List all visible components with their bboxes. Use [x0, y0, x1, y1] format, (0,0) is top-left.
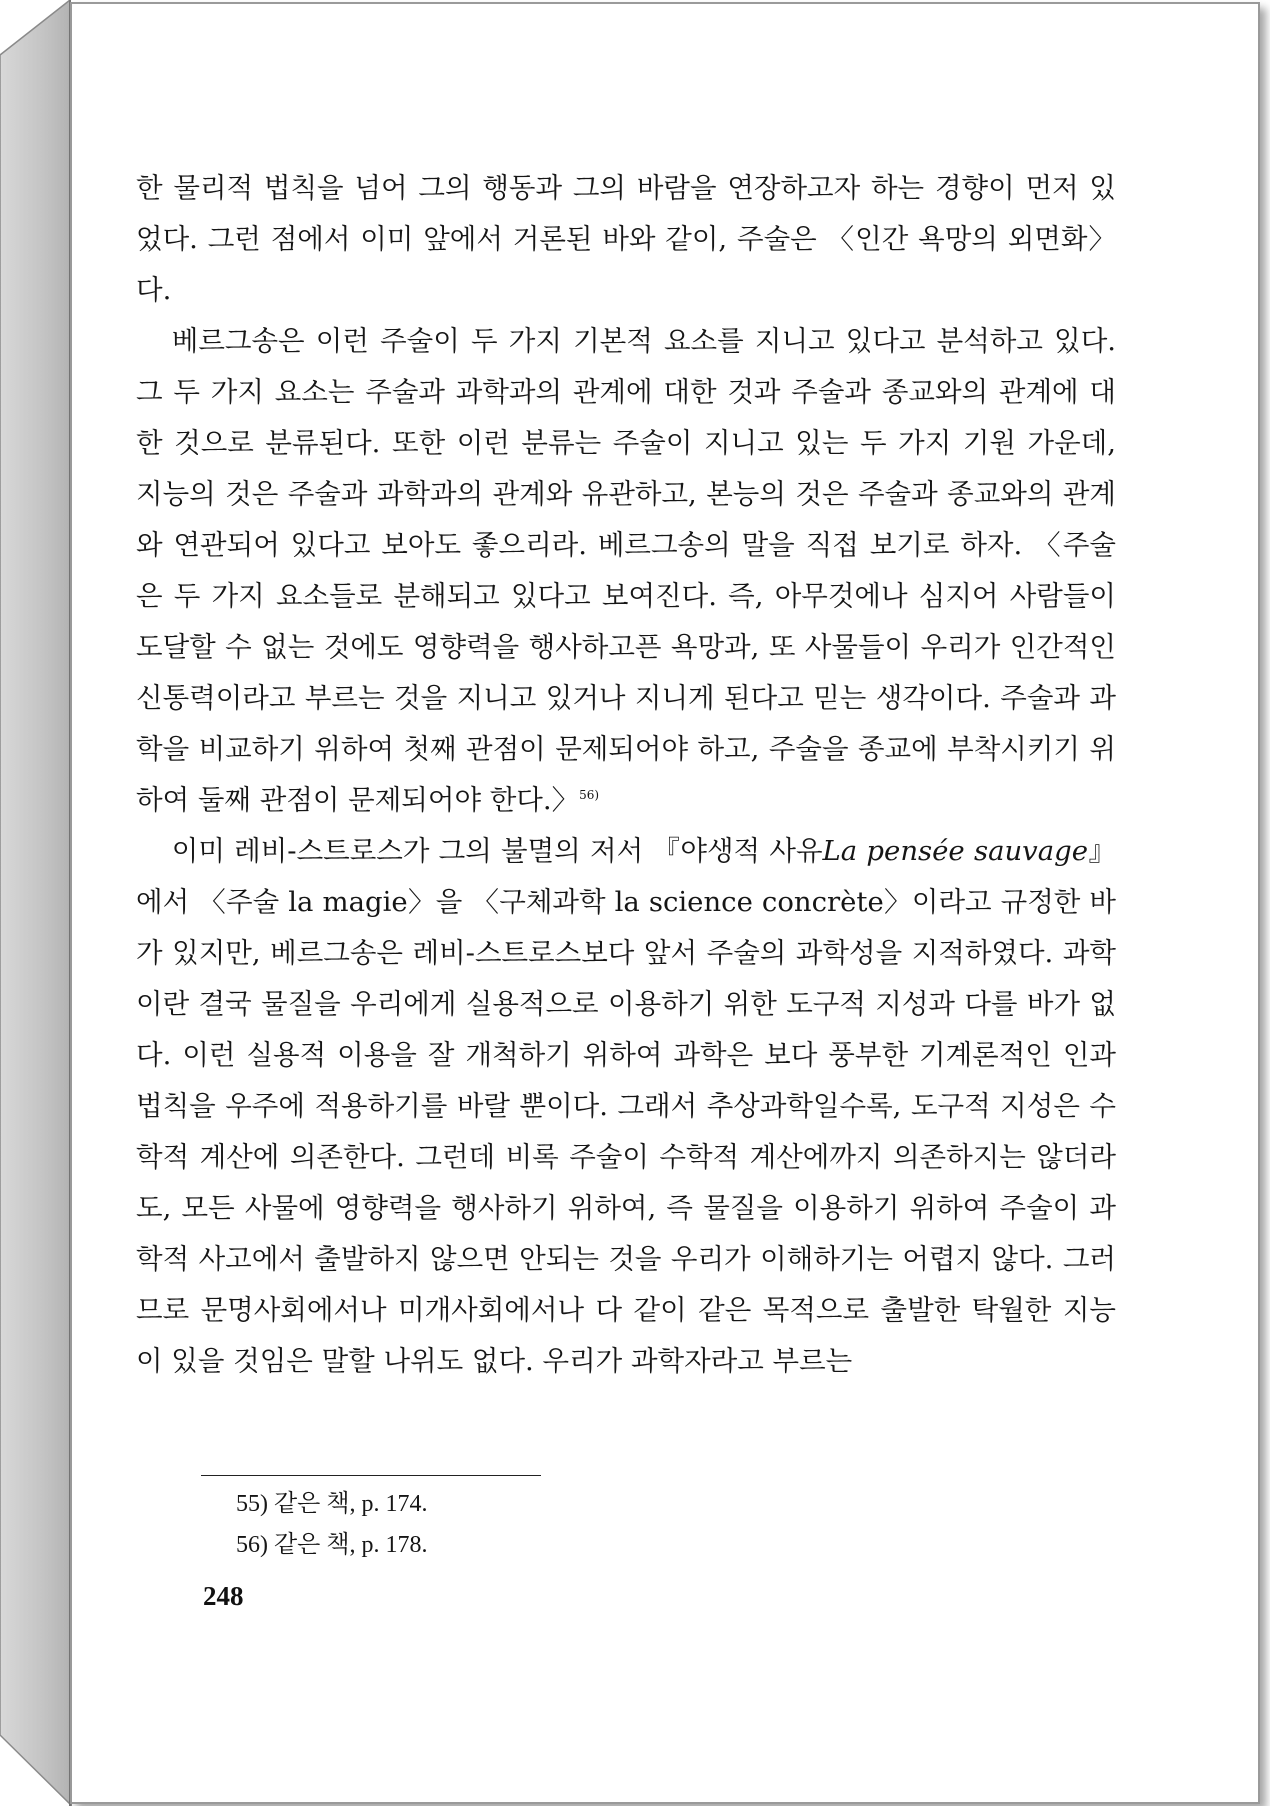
body-text [136, 163, 1116, 1387]
paragraph-1-text: 한 물리적 법칙을 넘어 그의 행동과 그의 바람을 연장하고자 하는 경향이 먼저 있었다. 그런 점에서 이미 앞에서 거론된 바와 같이, 주술은 〈인간 욕망의 외면화〉다. [136, 172, 1116, 306]
paragraph-2-text: 베르그송은 이런 주술이 두 가지 기본적 요소를 지니고 있다고 분석하고 있다. 그 두 가지 요소는 주술과 과학과의 관계에 대한 것과 주술과 종교와의 관계에 대한 것으로 분류된다. 또한 이런 분류는 주술이 지니고 있는 두 가지 기원 가운데, 지능의 것은 주술과 과학과의 관계와 유관하고, 본능의 것은 주술과 종교와의 관계와 연관되어 있다고 보아도 좋으리라. 베르그송의 말을 직접 보기로 하자. 〈주술은 두 가지 요소들로 분해되고 있다고 보여진다. 즉, 아무것에나 심지어 사람들이 도달할 수 없는 것에도 영향력을 행사하고픈 욕망과, 또 사물들이 우리가 인간적인 신통력이라고 부르는 것을 지니고 있거나 지니게 된다고 믿는 생각이다. 주술과 과학을 비교하기 위하여 첫째 관점이 문제되어야 하고, 주술을 종교에 부착시키기 위하여 둘째 관점이 문제되어야 한다.〉 [136, 325, 1116, 816]
footnote-reference-56: 56) [579, 787, 600, 802]
book-spine-edge [0, 0, 72, 1806]
footnote-55: 55) 같은 책, p. 174. [236, 1491, 428, 1517]
footnote-56: 56) 같은 책, p. 178. [236, 1532, 428, 1558]
page-number: 248 [203, 1581, 244, 1611]
book-title-italic: La pensée sauvage [822, 835, 1088, 867]
footnote-divider [201, 1475, 541, 1476]
footnotes [236, 1484, 428, 1566]
paragraph-1 [136, 163, 1116, 316]
paragraph-3 [136, 826, 1116, 1387]
paragraph-3-text-start: 이미 레비-스트로스가 그의 불멸의 저서 『야생적 사유 [171, 835, 823, 867]
paragraph-3-text-rest: 』에서 〈주술 la magie〉을 〈구체과학 la science concrète〉이라고 규정한 바가 있지만, 베르그송은 레비-스트로스보다 앞서 주술의 과학성을 지적하였다. 과학이란 결국 물질을 우리에게 실용적으로 이용하기 위한 도구적 지성과 다를 바가 없다. 이런 실용적 이용을 잘 개척하기 위하여 과학은 보다 풍부한 기계론적인 인과법칙을 우주에 적용하기를 바랄 뿐이다. 그래서 추상과학일수록, 도구적 지성은 수학적 계산에 의존한다. 그런데 비록 주술이 수학적 계산에까지 의존하지는 않더라도, 모든 사물에 영향력을 행사하기 위하여, 즉 물질을 이용하기 위하여 주술이 과학적 사고에서 출발하지 않으면 안되는 것을 우리가 이해하기는 어렵지 않다. 그러므로 문명사회에서나 미개사회에서나 다 같이 같은 목적으로 출발한 탁월한 지능이 있을 것임은 말할 나위도 없다. 우리가 과학자라고 부르는 [136, 835, 1117, 1377]
paragraph-2 [136, 316, 1116, 826]
book-edge-graphic [0, 0, 72, 1806]
